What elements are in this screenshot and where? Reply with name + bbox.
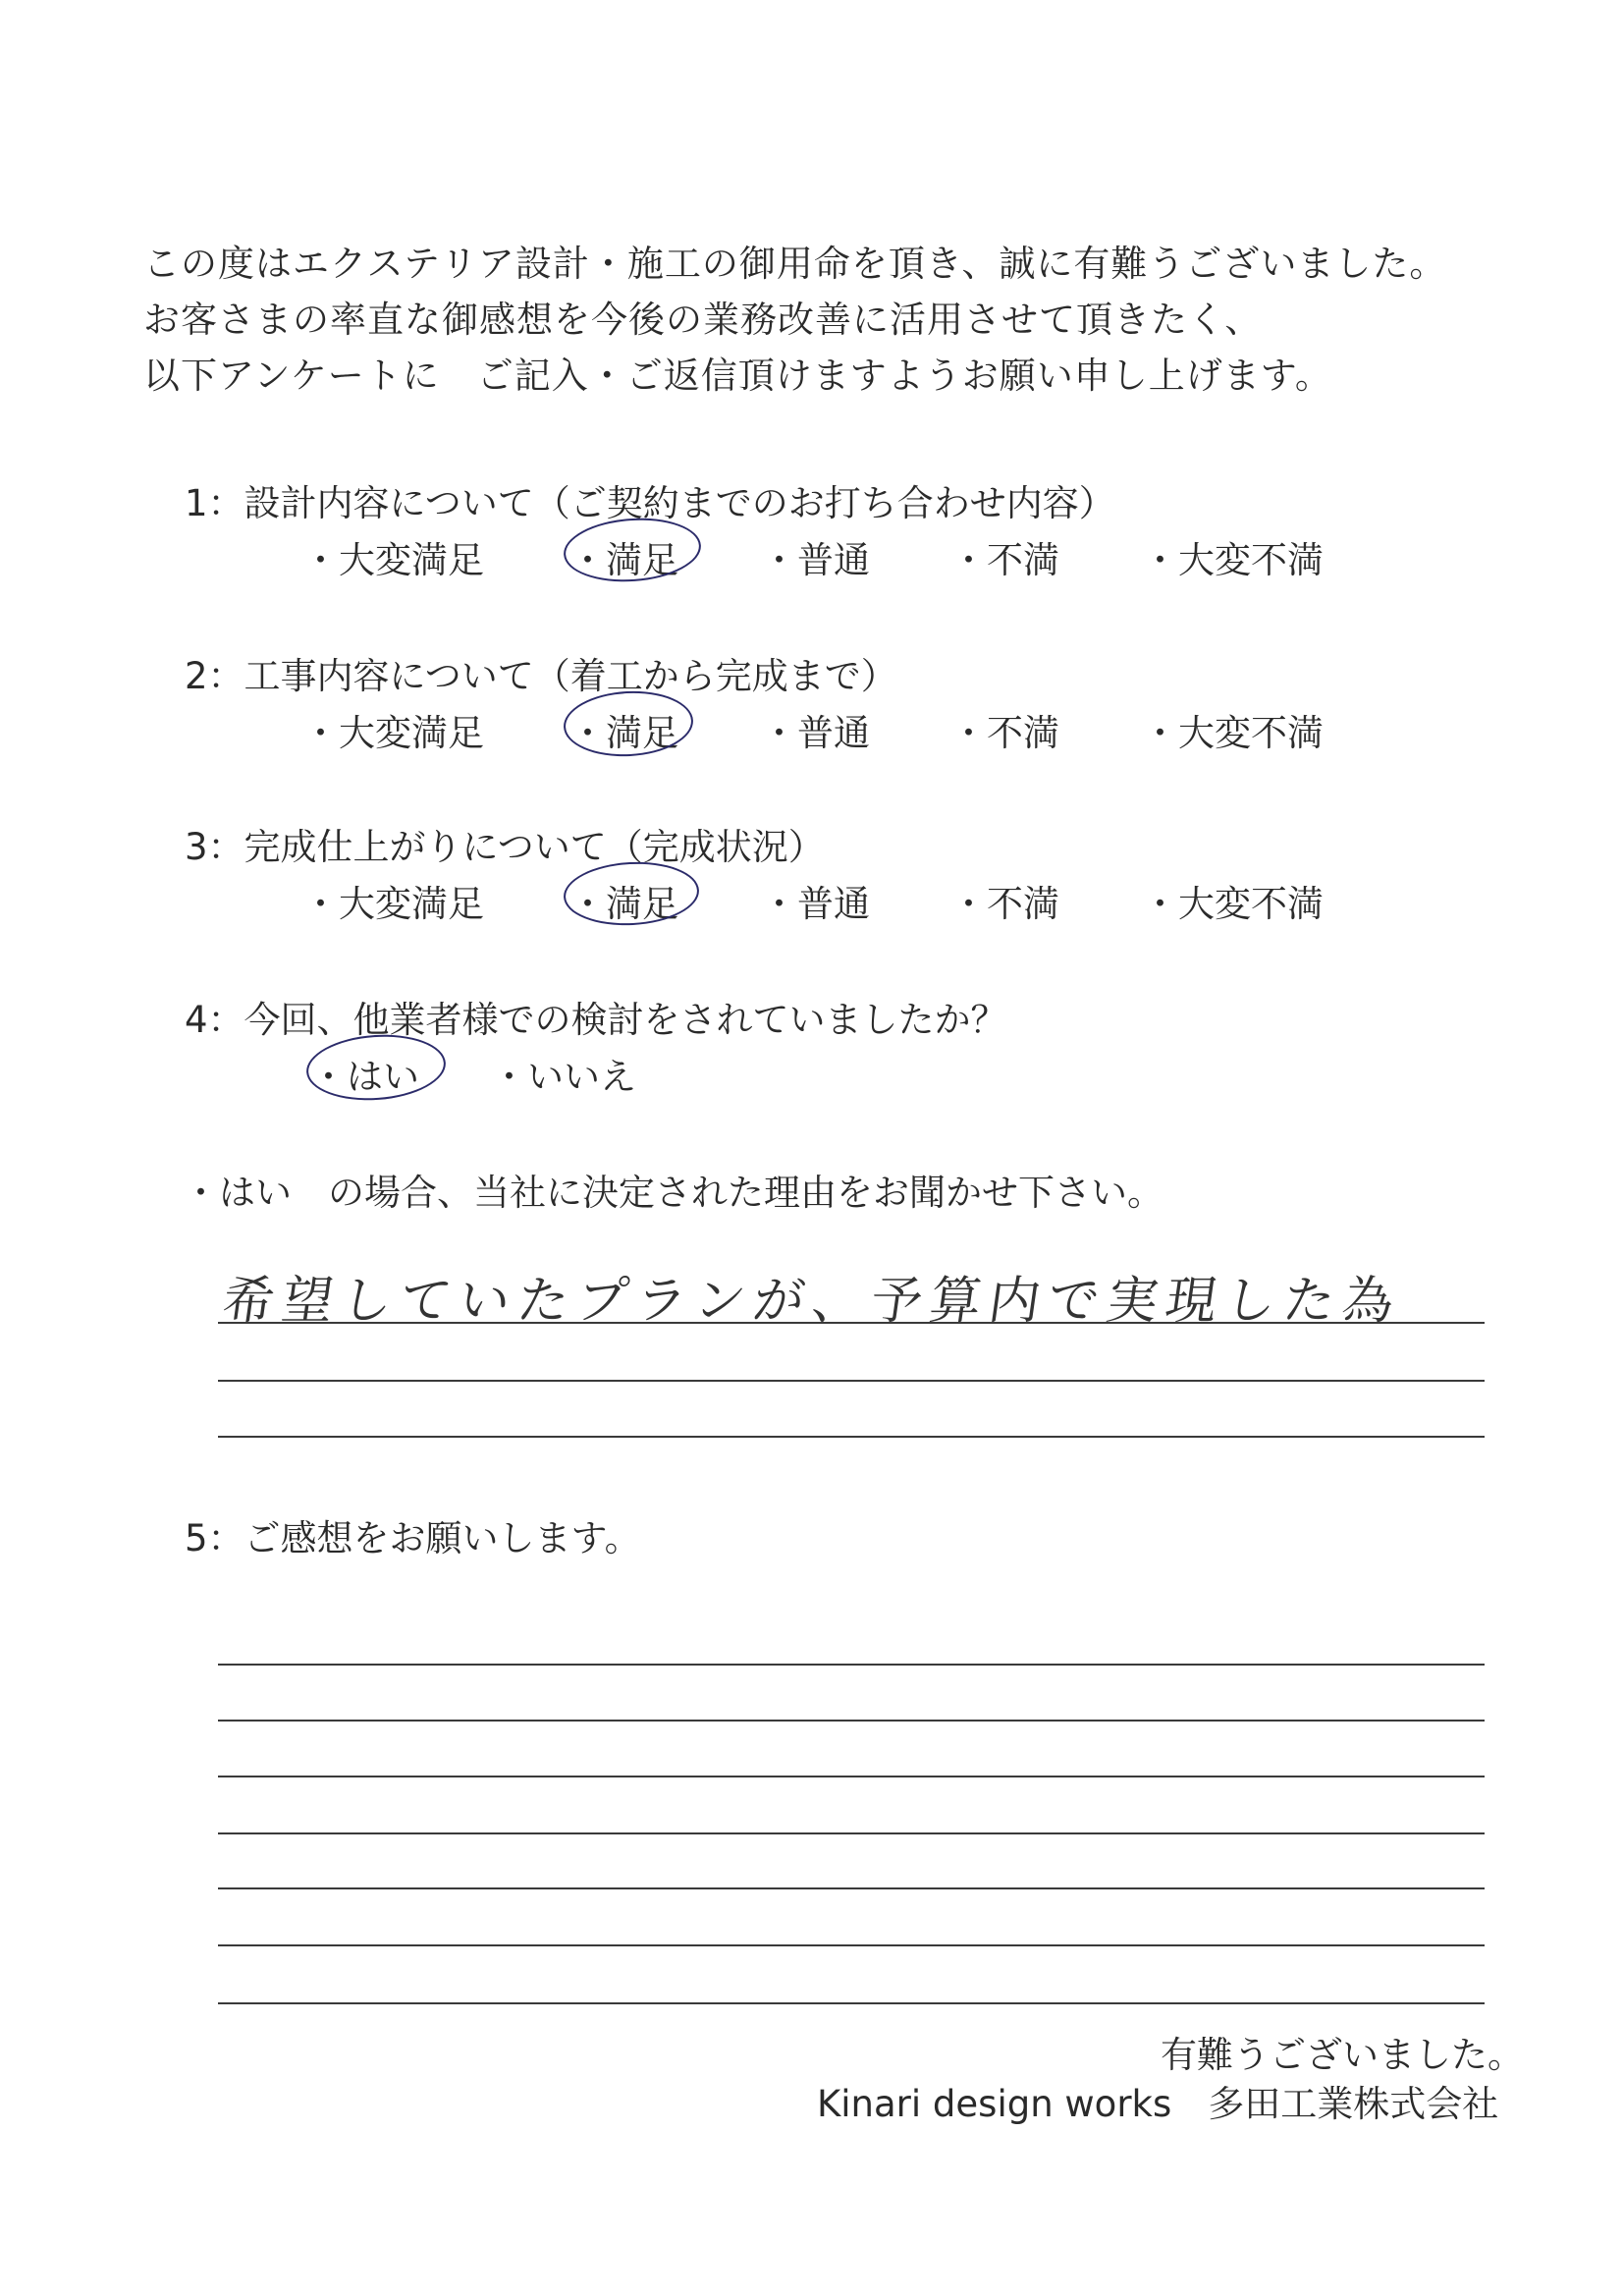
footer-company: Kinari design works 多田工業株式会社 bbox=[817, 2083, 1499, 2125]
footer-thanks: 有難うございました。 bbox=[1161, 2034, 1524, 2076]
intro-line-2: お客さまの率直な御感想を今後の業務改善に活用させて頂きたく、 bbox=[143, 299, 1263, 341]
question-2-title: 2：工事内容について（着工から完成まで） bbox=[185, 655, 897, 697]
comment-line-4 bbox=[218, 1832, 1485, 1834]
reason-line-1 bbox=[218, 1322, 1485, 1324]
intro-line-1: この度はエクステリア設計・施工の御用命を頂き、誠に有難うございました。 bbox=[143, 243, 1447, 285]
question-5-title: 5：ご感想をお願いします。 bbox=[185, 1517, 641, 1559]
comment-line-6 bbox=[218, 1944, 1485, 1946]
comment-line-7 bbox=[218, 2002, 1485, 2004]
question-1-title: 1：設計内容について（ご契約までのお打ち合わせ内容） bbox=[185, 482, 1115, 524]
reason-prompt: ・はい の場合、当社に決定された理由をお聞かせ下さい。 bbox=[183, 1172, 1163, 1214]
q1-option-very-dissatisfied[interactable]: ・大変不満 bbox=[1142, 539, 1324, 581]
q4-option-no[interactable]: ・いいえ bbox=[491, 1056, 636, 1098]
comment-line-2 bbox=[218, 1720, 1485, 1722]
q4-option-yes[interactable]: ・はい bbox=[310, 1056, 419, 1098]
intro-line-3: 以下アンケートに ご記入・ご返信頂けますようお願い申し上げます。 bbox=[143, 355, 1332, 397]
comment-line-3 bbox=[218, 1776, 1485, 1777]
q2-option-very-satisfied[interactable]: ・大変満足 bbox=[302, 712, 484, 754]
comment-line-5 bbox=[218, 1887, 1485, 1889]
q2-option-satisfied[interactable]: ・満足 bbox=[569, 712, 678, 754]
q2-option-neutral[interactable]: ・普通 bbox=[761, 712, 870, 754]
q1-option-dissatisfied[interactable]: ・不満 bbox=[950, 539, 1059, 581]
q1-option-satisfied[interactable]: ・満足 bbox=[569, 539, 678, 581]
comment-line-1 bbox=[218, 1664, 1485, 1666]
q2-option-dissatisfied[interactable]: ・不満 bbox=[950, 712, 1059, 754]
q3-option-very-satisfied[interactable]: ・大変満足 bbox=[302, 883, 484, 925]
q1-option-neutral[interactable]: ・普通 bbox=[761, 539, 870, 581]
reason-handwritten-answer: 希望していたプランが、予算内で実現した為 bbox=[219, 1272, 1406, 1331]
q2-option-very-dissatisfied[interactable]: ・大変不満 bbox=[1142, 712, 1324, 754]
q1-option-very-satisfied[interactable]: ・大変満足 bbox=[302, 539, 484, 581]
reason-line-3 bbox=[218, 1436, 1485, 1438]
reason-line-2 bbox=[218, 1380, 1485, 1382]
question-3-title: 3：完成仕上がりについて（完成状況） bbox=[185, 826, 825, 868]
question-4-title: 4：今回、他業者様での検討をされていましたか？ bbox=[185, 999, 1007, 1041]
q3-option-very-dissatisfied[interactable]: ・大変不満 bbox=[1142, 883, 1324, 925]
q3-option-dissatisfied[interactable]: ・不満 bbox=[950, 883, 1059, 925]
q3-option-neutral[interactable]: ・普通 bbox=[761, 883, 870, 925]
q3-option-satisfied[interactable]: ・満足 bbox=[569, 883, 678, 925]
